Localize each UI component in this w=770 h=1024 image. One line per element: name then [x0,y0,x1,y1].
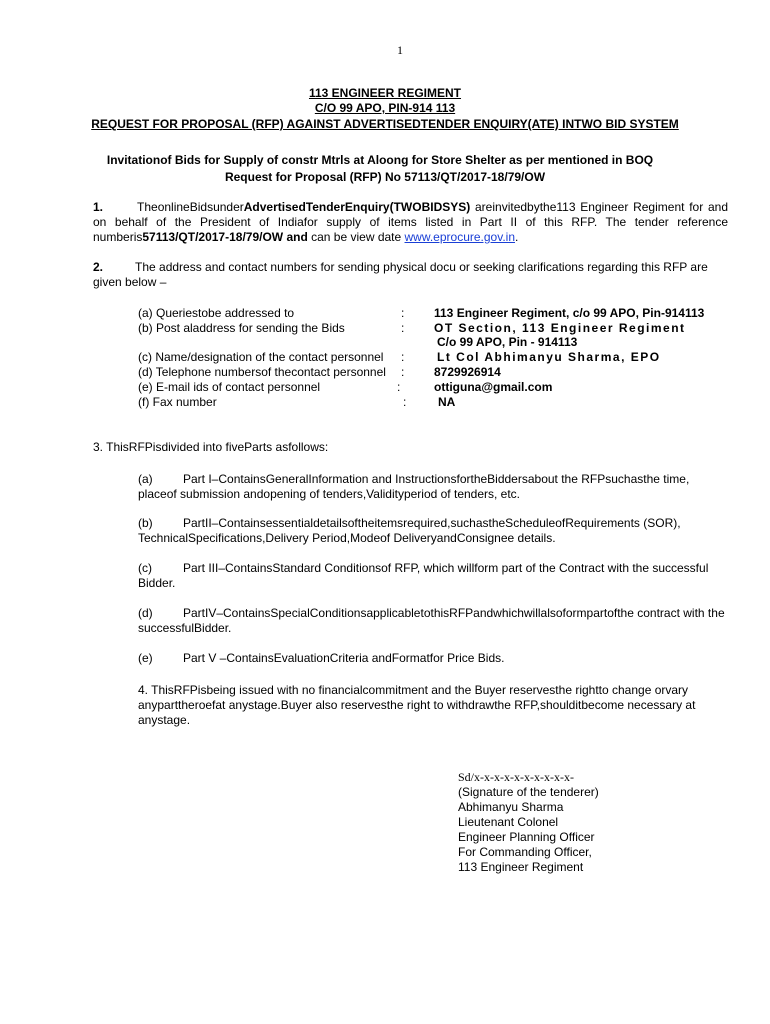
part-a-text: Part I–ContainsGeneralInformation and InstructionsfortheBiddersabout the RFPsuchasthe time, placeof submission andopening of tenders,Validityperiod of tenders, etc. [138,472,690,501]
address-label-c: (c) Name/designation of the contact personnel [138,350,384,364]
address-colon-d: : [401,365,405,379]
part-e-tag: (e) [138,651,153,665]
paragraph-4: 4. ThisRFPisbeing issued with no financialcommitment and the Buyer reservesthe rightto change orvary anyparttheroefat anystage.Buyer also reservesthe right to withdrawthe RFP,shoulditbecome necessary at anystage. [138,683,696,727]
eprocure-link[interactable]: www.eprocure.gov.in [404,230,516,244]
address-value-e: ottiguna@gmail.com [434,380,553,394]
part-c-tag: (c) [138,561,152,575]
header-address: C/O 99 APO, PIN-914 113 [314,101,456,115]
para1-bold-a: AdvertisedTenderEnquiry(TWOBIDSYS) [243,200,471,214]
para1-text-a: TheonlineBidsunder [137,200,244,214]
signatory-rank: Lieutenant Colonel [458,815,559,829]
part-d [138,606,728,636]
part-d-text: PartIV–ContainsSpecialConditionsapplicabletothisRFPandwhichwillalsoformpartofthe contract with the successfulBidder. [138,606,725,635]
para1-text-c: can be view date [307,230,405,244]
rfp-number: Request for Proposal (RFP) No 57113/QT/2017-18/79/OW [224,170,546,184]
address-colon-e: : [397,380,401,394]
signature-line: Sd/x-x-x-x-x-x-x-x-x-x- [458,770,574,784]
header-regiment: 113 ENGINEER REGIMENT [308,86,462,100]
part-b-tag: (b) [138,516,153,530]
address-colon-f: : [403,395,407,409]
address-value-f: NA [438,395,456,409]
address-colon-c: : [401,350,405,364]
paragraph-3-intro: 3. ThisRFPisdivided into fiveParts asfollows: [93,440,329,454]
part-a-tag: (a) [138,472,153,486]
address-colon-b: : [401,321,405,335]
header-rfp-title: REQUEST FOR PROPOSAL (RFP) AGAINST ADVERTISEDTENDER ENQUIRY(ATE) INTWO BID SYSTEM [91,117,679,131]
para1-text-d: . [515,230,519,244]
para1-bold-b: 57113/QT/2017-18/79/OW and [142,230,308,244]
para1-text-b: areinvitedbythe113 Engineer Regiment for and on behalf of the President of Indiafor supply of items listed in Part II of this RFP. The tender reference numberis [93,200,728,244]
address-value-b: OT Section, 113 Engineer Regiment [434,321,686,335]
part-b-text: PartII–Containsessentialdetailsoftheitemsrequired,suchastheScheduleofRequirements (SOR), TechnicalSpecifications,Delivery Period,Modeof DeliveryandConsignee details. [138,516,681,545]
part-e-text: Part V –ContainsEvaluationCriteria andFormatfor Price Bids. [183,651,505,665]
signatory-unit: 113 Engineer Regiment [458,860,584,874]
invitation-title: Invitationof Bids for Supply of constr Mtrls at Aloong for Store Shelter as per mentioned in BOQ [106,153,654,167]
part-c [138,561,728,591]
para1-number: 1. [93,200,104,214]
paragraph-2 [93,260,728,290]
address-label-b: (b) Post aladdress for sending the Bids [138,321,345,335]
address-label-a: (a) Queriestobe addressed to [138,306,295,320]
part-b [138,516,728,546]
address-colon-a: : [401,306,405,320]
address-value-a: 113 Engineer Regiment, c/o 99 APO, Pin-914113 [434,306,705,320]
para2-text: The address and contact numbers for sending physical docu or seeking clarifications regarding this RFP are given below – [93,260,708,289]
paragraph-1 [93,200,728,245]
part-c-text: Part III–ContainsStandard Conditionsof RFP, which willform part of the Contract with the successful Bidder. [138,561,709,590]
part-a [138,472,728,502]
address-value-c: Lt Col Abhimanyu Sharma, EPO [437,350,661,364]
address-label-f: (f) Fax number [138,395,217,409]
address-value-b2: C/o 99 APO, Pin - 914113 [437,335,578,349]
part-d-tag: (d) [138,606,153,620]
signatory-on-behalf: For Commanding Officer, [458,845,592,859]
page-number: 1 [397,43,403,57]
signatory-designation: Engineer Planning Officer [458,830,595,844]
address-value-d: 8729926914 [434,365,501,379]
part-e [138,651,728,666]
address-label-e: (e) E-mail ids of contact personnel [138,380,321,394]
para2-number: 2. [93,260,104,274]
address-label-d: (d) Telephone numbersof thecontact personnel [138,365,386,379]
signatory-name: Abhimanyu Sharma [458,800,564,814]
signature-caption: (Signature of the tenderer) [458,785,599,799]
signature-block [458,770,599,875]
